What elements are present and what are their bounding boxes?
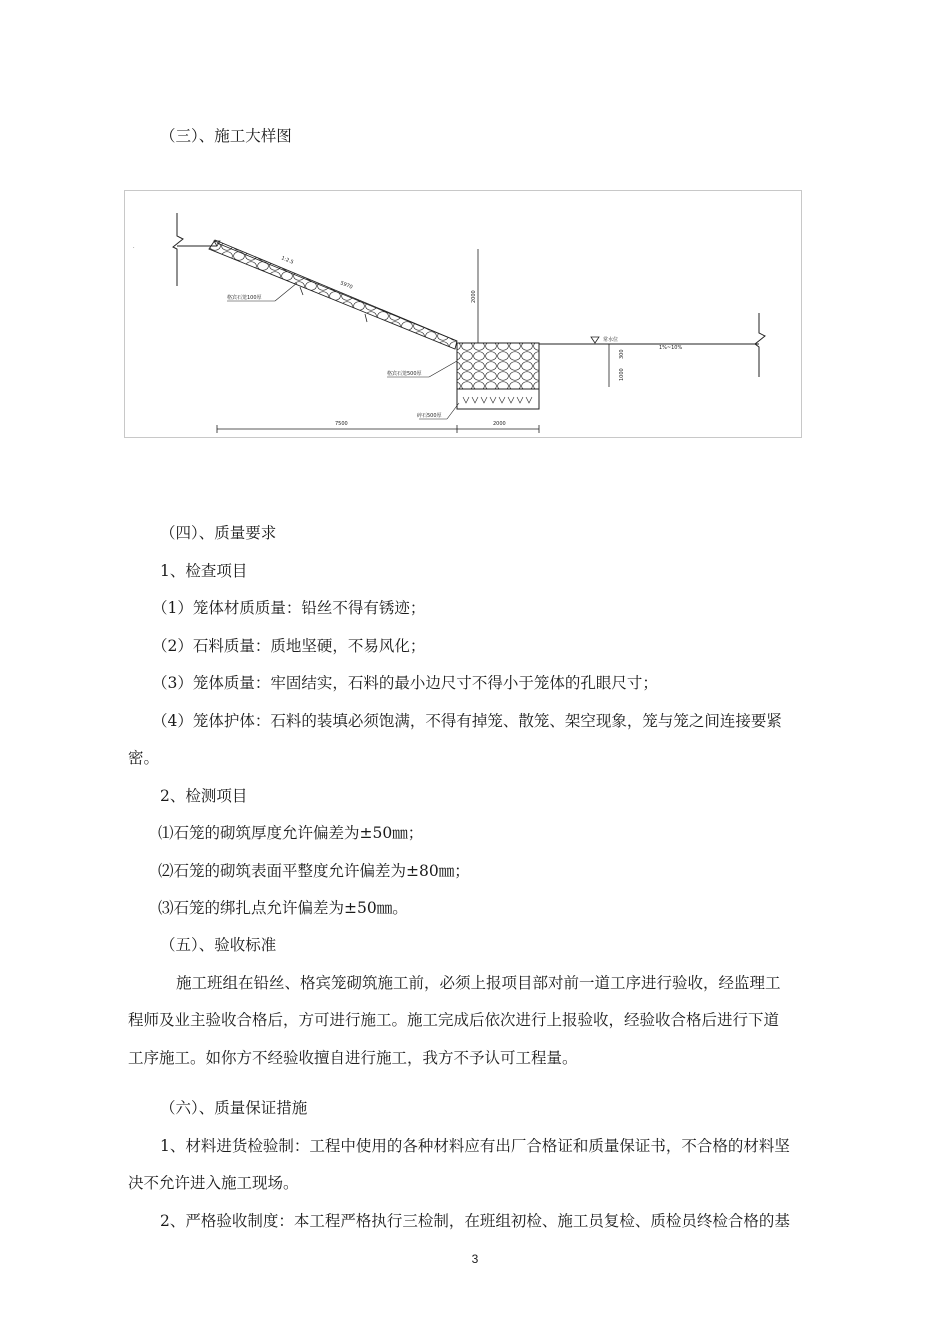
construction-detail-drawing: [124, 190, 802, 438]
bedding-label: 碎石500厚: [417, 413, 442, 419]
measure-item-3: ⑶石笼的绑扎点允许偏差为±50㎜。: [158, 899, 408, 917]
slope-ratio-label: 1:2.5: [280, 255, 295, 266]
slope-length-label: 5970: [339, 280, 354, 291]
right-break-line: [755, 313, 765, 377]
check-item-4-line2: 密。: [128, 749, 160, 767]
section4-heading: （四）、质量要求: [160, 524, 277, 542]
section6-item2-line1: 2、严格验收制度：本工程严格执行三检制，在班组初检、施工员复检、质检员终检合格的基: [160, 1212, 790, 1230]
section5-body-line3: 工序施工。如你方不经验收擅自进行施工，我方不予认可工程量。: [128, 1049, 578, 1067]
measure-item-2: ⑵石笼的砌筑表面平整度允许偏差为±80㎜；: [158, 862, 470, 880]
measure-items-heading: 2、检测项目: [160, 787, 248, 805]
section5-body-line2: 程师及业主验收合格后，方可进行施工。施工完成后依次进行上报验收，经验收合格后进行下道: [128, 1011, 780, 1029]
section5-body-line1: 施工班组在铅丝、格宾笼砌筑施工前，必须上报项目部对前一道工序进行验收，经监理工: [176, 974, 781, 992]
section3-heading: （三）、施工大样图: [160, 127, 292, 145]
gabion-100-label: 格宾石笼100厚: [227, 295, 262, 301]
left-width-label: 7500: [335, 421, 348, 427]
page-number: 3: [471, 1252, 479, 1266]
check-item-4-line1: （4）笼体护体：石料的装填必须饱满，不得有掉笼、散笼、架空现象，笼与笼之间连接要紧: [152, 712, 782, 730]
right-width-label: 2000: [493, 421, 506, 427]
check-item-3: （3）笼体质量：牢固结实，石料的最小边尺寸不得小于笼体的孔眼尺寸；: [152, 674, 658, 692]
water-level-label: 常水位: [603, 337, 619, 343]
gabion-box: [457, 343, 539, 389]
section5-heading: （五）、验收标准: [160, 936, 277, 954]
gabion-500-label: 格宾石笼500厚: [387, 371, 422, 377]
height-2000-label: 2000: [471, 290, 477, 303]
section6-heading: （六）、质量保证措施: [160, 1099, 308, 1117]
check-items-heading: 1、检查项目: [160, 562, 248, 580]
slope-note-label: 1%~10%: [659, 345, 683, 351]
section6-item1-line2: 决不允许进入施工现场。: [128, 1174, 299, 1192]
measure-item-1: ⑴石笼的砌筑厚度允许偏差为±50㎜；: [158, 824, 424, 842]
check-item-1: （1）笼体材质质量：铅丝不得有锈迹；: [152, 599, 426, 617]
height-1000-label: 1000: [619, 368, 625, 381]
section6-item1-line1: 1、材料进货检验制：工程中使用的各种材料应有出厂合格证和质量保证书，不合格的材料坚: [160, 1137, 790, 1155]
svg-text:.: .: [133, 244, 135, 250]
check-item-2: （2）石料质量：质地坚硬，不易风化；: [152, 637, 426, 655]
height-300-label: 300: [619, 349, 625, 359]
left-break-line: [173, 213, 183, 286]
